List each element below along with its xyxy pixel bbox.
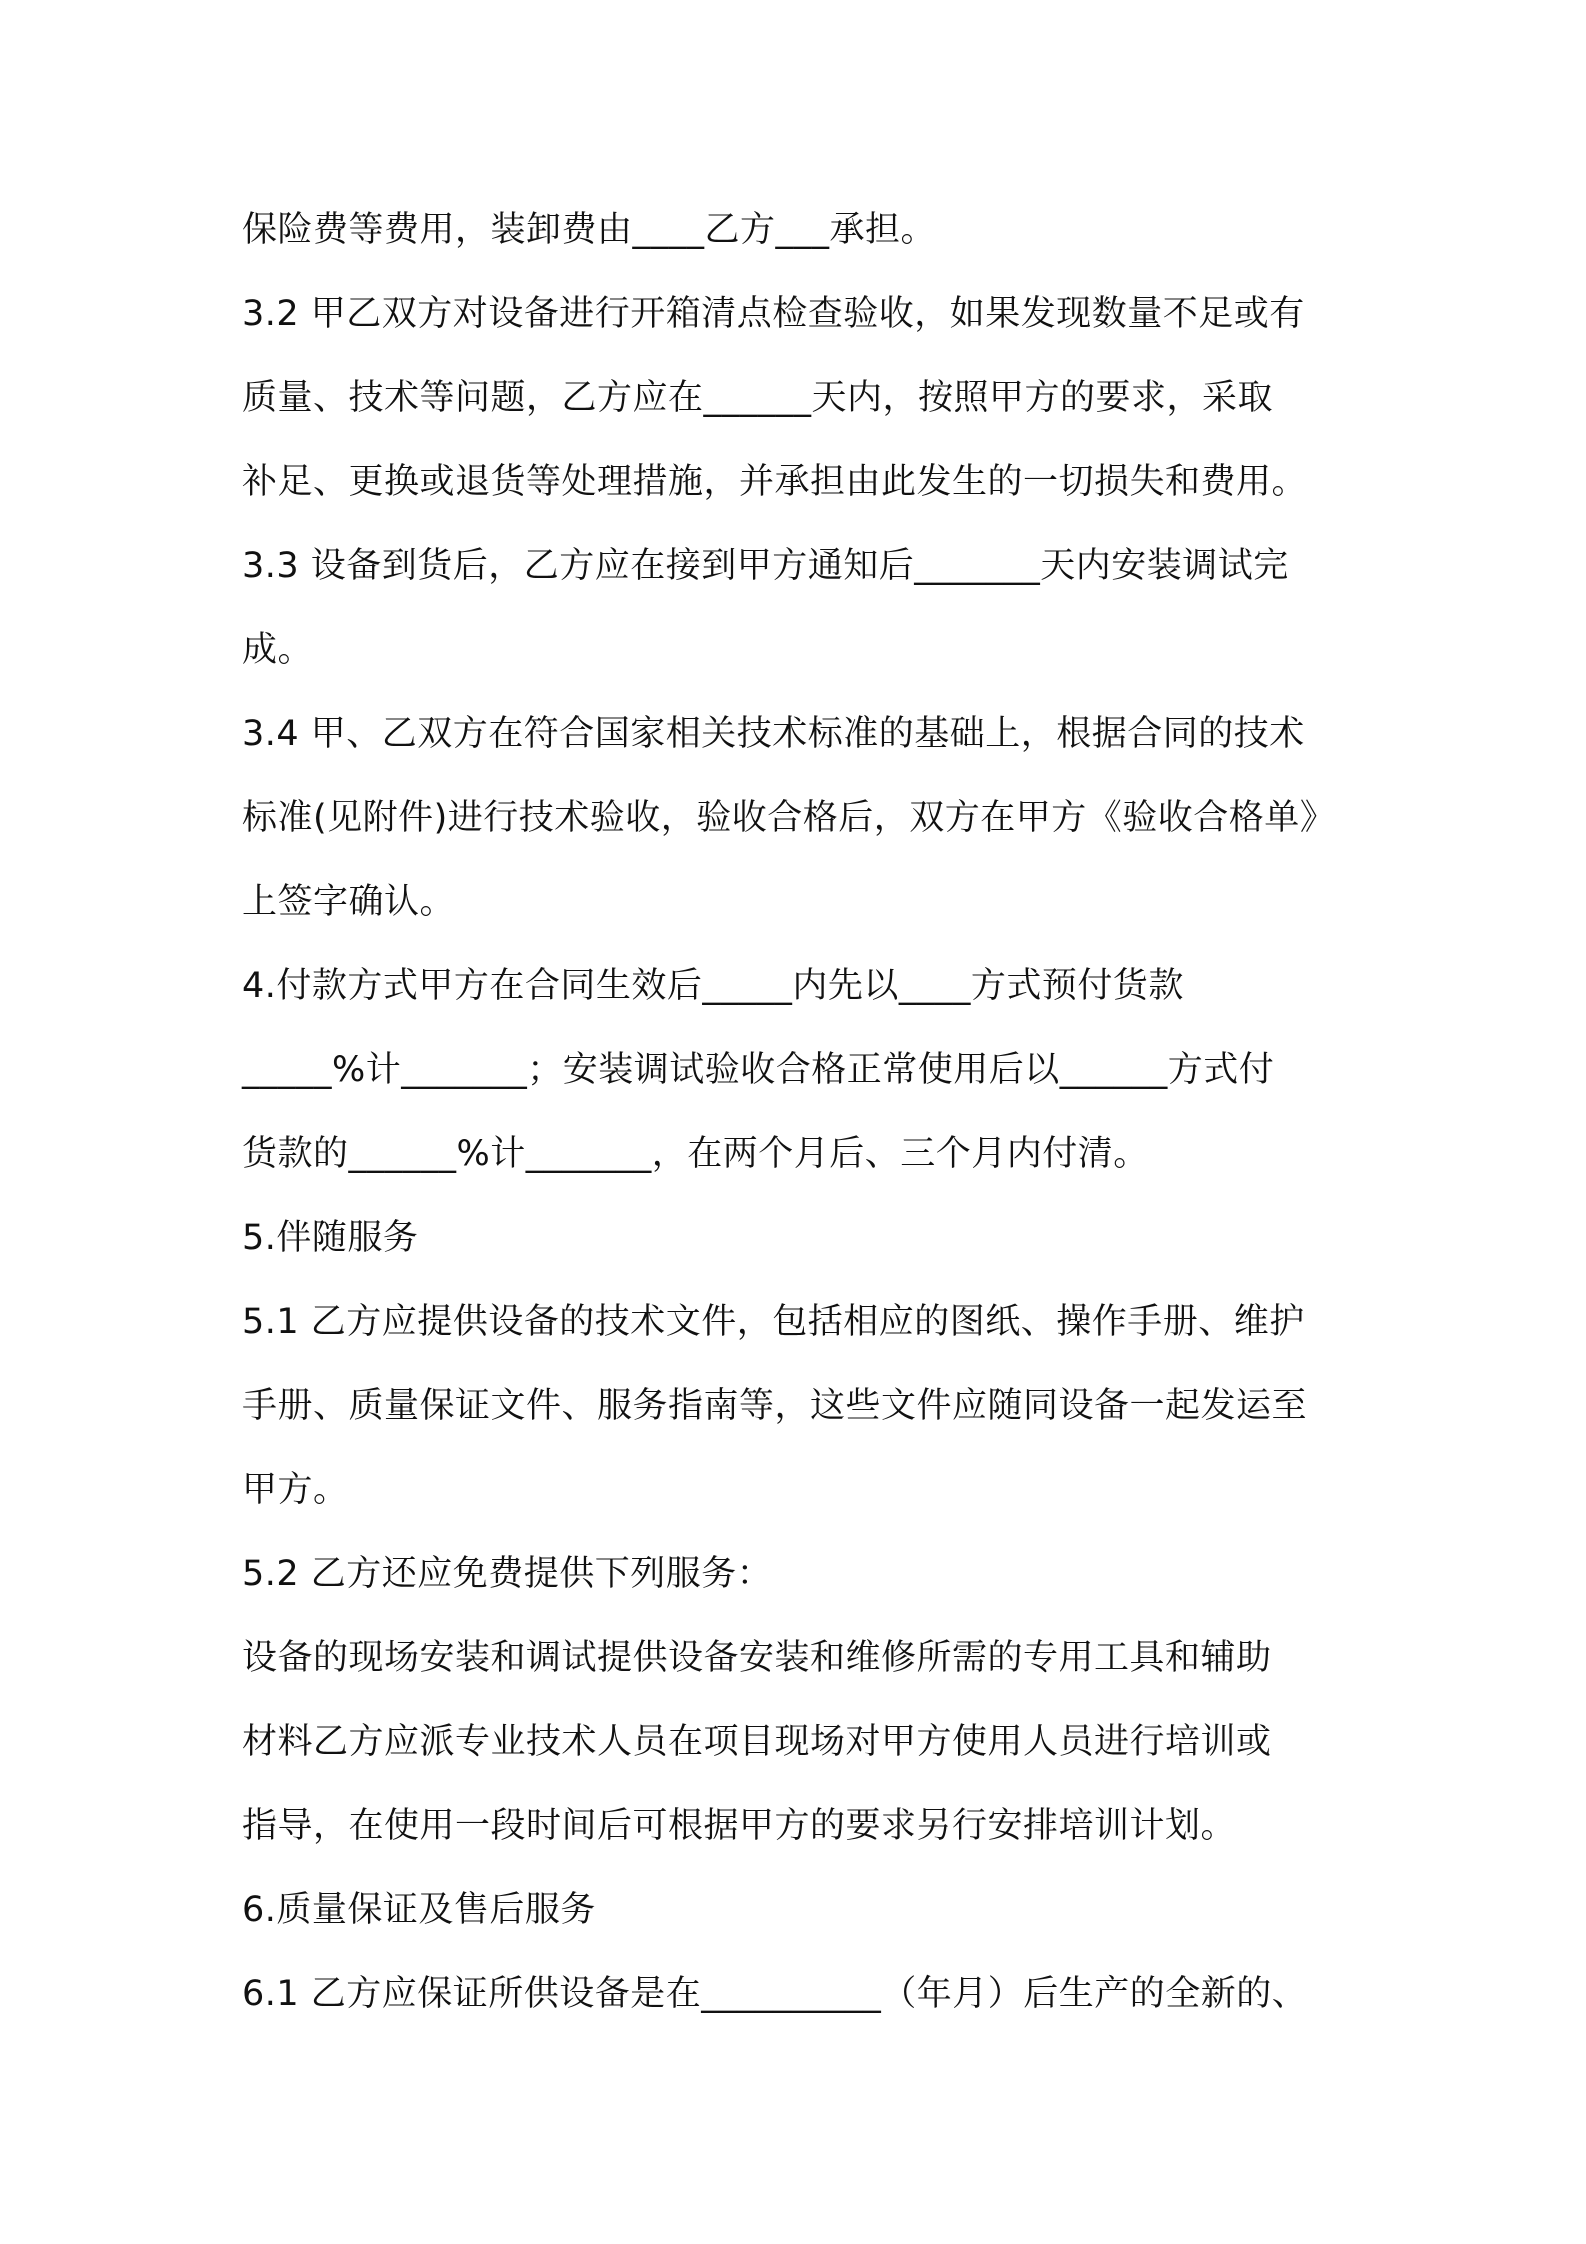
text-line: 上签字确认。 [242, 882, 456, 922]
text-line: 材料乙方应派专业技术人员在项目现场对甲方使用人员进行培训或 [242, 1722, 1272, 1762]
text-line: 指导，在使用一段时间后可根据甲方的要求另行安排培训计划。 [242, 1806, 1237, 1846]
document-body [242, 188, 1362, 2036]
text-line: 甲方。 [242, 1470, 349, 1510]
text-line: 货款的______%计_______，在两个月后、三个月内付清。 [242, 1134, 1149, 1174]
text-line: 标准(见附件)进行技术验收，验收合格后，双方在甲方《验收合格单》 [242, 798, 1336, 838]
text-line: 5.2 乙方还应免费提供下列服务： [242, 1554, 773, 1594]
text-line: 6.1 乙方应保证所供设备是在__________（年月）后生产的全新的、 [242, 1974, 1308, 2014]
text-line: 补足、更换或退货等处理措施，并承担由此发生的一切损失和费用。 [242, 462, 1308, 502]
section-heading: 5.伴随服务 [242, 1218, 419, 1258]
text-line: 4.付款方式甲方在合同生效后_____内先以____方式预付货款 [242, 966, 1184, 1006]
text-line: 3.2 甲乙双方对设备进行开箱清点检查验收，如果发现数量不足或有 [242, 294, 1305, 334]
text-line: _____%计_______；安装调试验收合格正常使用后以______方式付 [242, 1050, 1275, 1090]
text-line: 保险费等费用，装卸费由____乙方___承担。 [242, 210, 937, 250]
section-heading: 6.质量保证及售后服务 [242, 1890, 596, 1930]
text-line: 手册、质量保证文件、服务指南等，这些文件应随同设备一起发运至 [242, 1386, 1308, 1426]
text-line: 3.4 甲、乙双方在符合国家相关技术标准的基础上，根据合同的技术 [242, 714, 1305, 754]
text-line: 5.1 乙方应提供设备的技术文件，包括相应的图纸、操作手册、维护 [242, 1302, 1305, 1342]
text-line: 质量、技术等问题，乙方应在______天内，按照甲方的要求，采取 [242, 378, 1274, 418]
text-line: 设备的现场安装和调试提供设备安装和维修所需的专用工具和辅助 [242, 1638, 1272, 1678]
text-line: 成。 [242, 630, 314, 670]
text-line: 3.3 设备到货后，乙方应在接到甲方通知后_______天内安装调试完 [242, 546, 1289, 586]
